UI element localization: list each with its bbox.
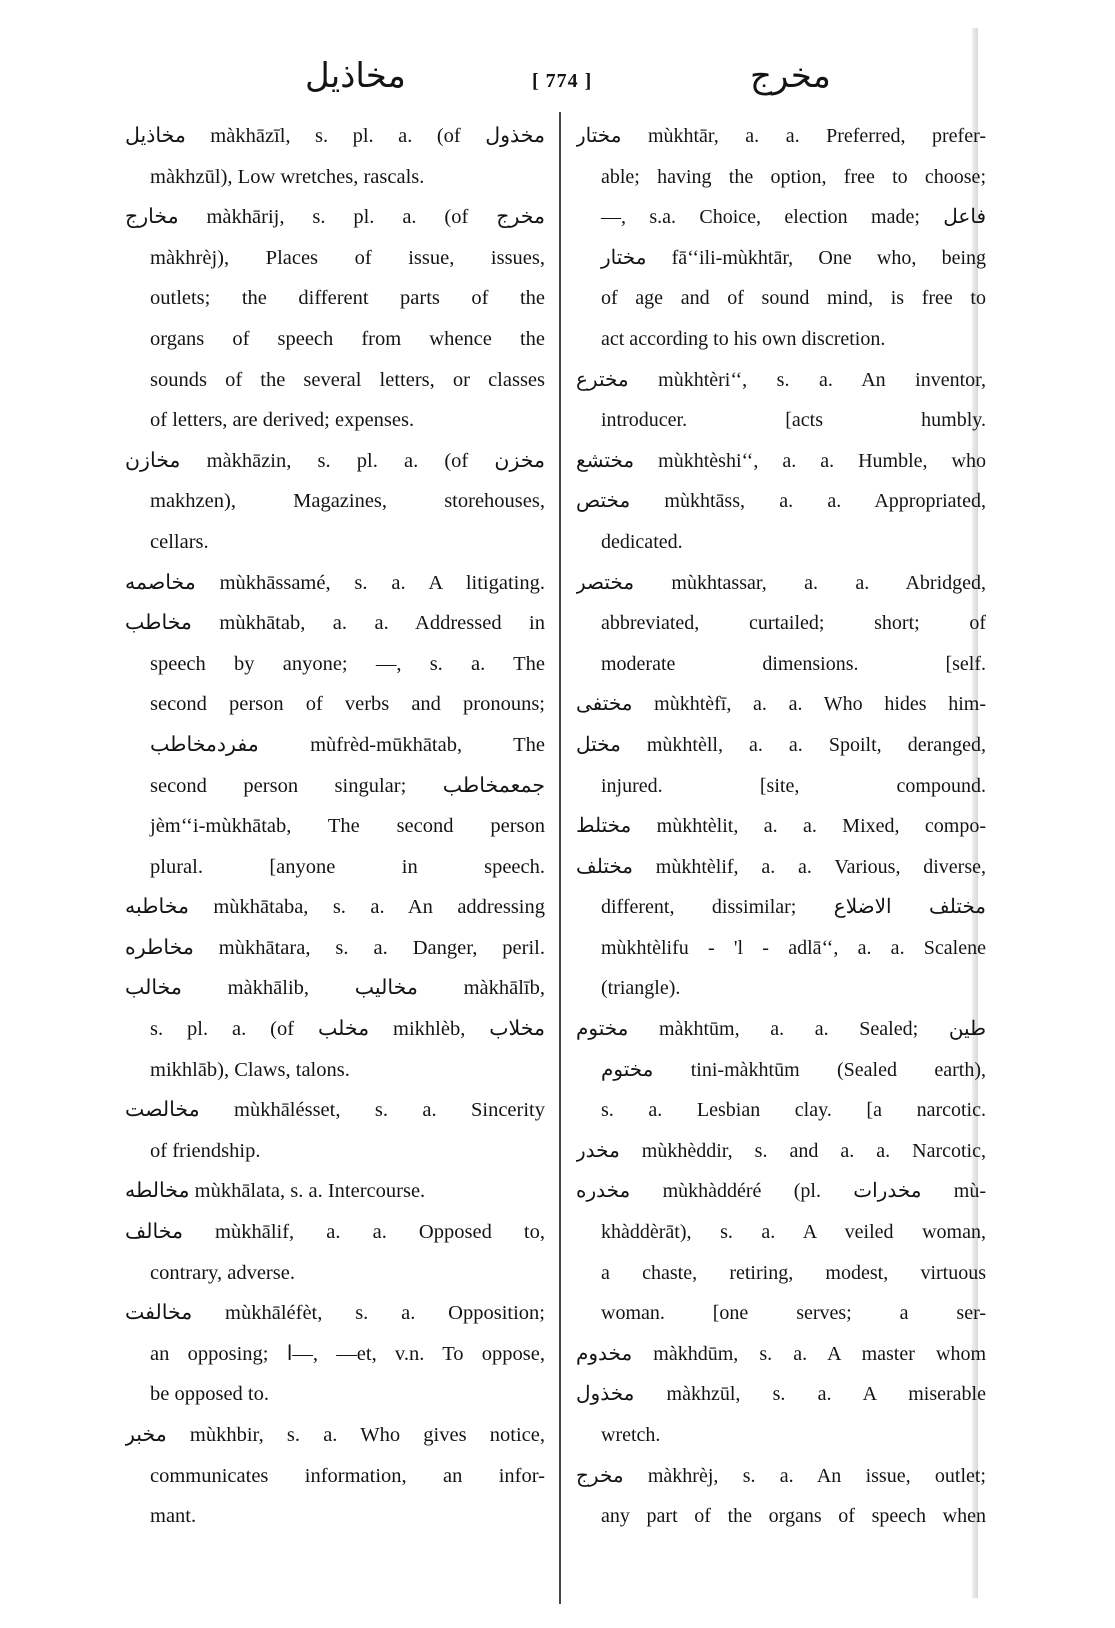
right-column-line: moderate dimensions. [self.: [601, 652, 986, 675]
left-column-line: مخبر mùkhbir, s. a. Who gives notice,: [125, 1424, 545, 1446]
left-running-headword: مخاذیل: [305, 56, 406, 96]
left-column-line: communicates information, an infor-: [150, 1464, 545, 1487]
right-column-line: مختصر mùkhtassar, a. a. Abridged,: [576, 571, 986, 594]
left-column-line: second person singular; جمعمخاطب: [150, 774, 545, 797]
left-column-line: outlets; the different parts of the: [150, 287, 545, 310]
right-column-line: مختوم màkhtūm, a. a. Sealed; طین: [576, 1018, 986, 1041]
right-column-line: (triangle).: [601, 977, 681, 1000]
right-column-line: dedicated.: [601, 530, 683, 553]
left-column-line: مفردمخاطب mùfrèd-mūkhātab, The: [150, 733, 545, 756]
right-column-line: introducer. [acts humbly.: [601, 409, 986, 432]
left-column-line: s. pl. a. (of مخلب mikhlèb, مخلاب: [150, 1018, 545, 1041]
right-column-line: مخدوم màkhdūm, s. a. A master whom: [576, 1342, 986, 1365]
right-column-line: مختوم tini-màkhtūm (Sealed earth),: [601, 1058, 986, 1081]
right-column-line: مختار fā‘‘ili-mùkhtār, One who, being: [601, 246, 986, 269]
left-column-line: màkhrèj), Places of issue, issues,: [150, 246, 545, 269]
left-column-line: مخالطه mùkhālata, s. a. Intercourse.: [125, 1180, 426, 1203]
right-column-line: مخدر mùkhèddir, s. and a. a. Narcotic,: [576, 1139, 986, 1162]
left-column-line: cellars.: [150, 530, 209, 553]
left-column: [125, 116, 545, 1606]
left-column-line: makhzen), Magazines, storehouses,: [150, 490, 545, 513]
right-column-line: act according to his own discretion.: [601, 327, 886, 350]
left-column-line: مخارج màkhārij, s. pl. a. (of مخرج: [125, 206, 545, 229]
left-column-line: مخاطره mùkhātara, s. a. Danger, peril.: [125, 936, 545, 959]
page-number: [ 774 ]: [532, 70, 593, 92]
left-column-line: speech by anyone; —, s. a. The: [150, 652, 545, 675]
right-column-line: of age and of sound mind, is free to: [601, 287, 986, 310]
column-divider: [559, 112, 561, 1604]
right-column: [576, 116, 986, 1606]
right-column-line: abbreviated, curtailed; short; of: [601, 612, 986, 635]
left-column-line: of friendship.: [150, 1139, 261, 1162]
left-column-line: مخاذیل màkhāzīl, s. pl. a. (of مخذول: [125, 125, 545, 147]
right-column-line: مختلط mùkhtèlit, a. a. Mixed, compo-: [576, 815, 986, 838]
left-column-line: second person of verbs and pronouns;: [150, 693, 545, 716]
right-column-line: any part of the organs of speech when: [601, 1505, 986, 1528]
left-column-line: مخالب màkhālib, مخالیب màkhālīb,: [125, 977, 545, 1000]
right-running-headword: مخرج: [750, 56, 831, 96]
right-column-line: mùkhtèlifu - 'l - adlā‘‘, a. a. Scalene: [601, 936, 986, 959]
right-column-line: مختفی mùkhtèfī, a. a. Who hides him-: [576, 693, 986, 716]
right-column-line: مخترع mùkhtèri‘‘, s. a. An inventor,: [576, 368, 986, 391]
left-column-line: an opposing; ا—, —et, v.n. To oppose,: [150, 1342, 545, 1365]
left-column-line: مخاطبه mùkhātaba, s. a. An addressing: [125, 896, 545, 919]
right-column-line: مختص mùkhtāss, a. a. Appropriated,: [576, 490, 986, 513]
left-column-line: mant.: [150, 1505, 197, 1528]
right-column-line: مختشع mùkhtèshi‘‘, a. a. Humble, who: [576, 449, 986, 472]
right-column-line: woman. [one serves; a ser-: [601, 1302, 986, 1325]
left-column-line: مخالف mùkhālif, a. a. Opposed to,: [125, 1221, 545, 1244]
left-column-line: be opposed to.: [150, 1383, 269, 1406]
right-column-line: injured. [site, compound.: [601, 774, 986, 797]
right-column-line: khàddèrāt), s. a. A veiled woman,: [601, 1221, 986, 1244]
left-column-line: mikhlāb), Claws, talons.: [150, 1058, 350, 1081]
left-column-line: organs of speech from whence the: [150, 327, 545, 350]
left-column-line: مخالصت mùkhālésset, s. a. Sincerity: [125, 1099, 545, 1122]
right-column-line: مخرج màkhrèj, s. a. An issue, outlet;: [576, 1464, 986, 1487]
left-column-line: of letters, are derived; expenses.: [150, 409, 415, 432]
left-column-line: màkhzūl), Low wretches, rascals.: [150, 165, 425, 188]
right-column-line: able; having the option, free to choose;: [601, 165, 986, 188]
left-column-line: jèm‘‘i-mùkhātab, The second person: [150, 815, 545, 838]
right-column-line: a chaste, retiring, modest, virtuous: [601, 1261, 986, 1284]
right-column-line: مخدره mùkhàddéré (pl. مخدرات mù-: [576, 1180, 986, 1203]
left-column-line: contrary, adverse.: [150, 1261, 295, 1284]
right-column-line: مختل mùkhtèll, a. a. Spoilt, deranged,: [576, 733, 986, 756]
right-column-line: —, s.a. Choice, election made; فاعل: [601, 206, 986, 229]
left-column-line: مخاصمه mùkhāssamé, s. a. A litigating.: [125, 571, 545, 594]
right-column-line: s. a. Lesbian clay. [a narcotic.: [601, 1099, 986, 1122]
left-column-line: مخاطب mùkhātab, a. a. Addressed in: [125, 612, 545, 635]
right-column-line: مخذول màkhzūl, s. a. A miserable: [576, 1383, 986, 1406]
right-column-line: wretch.: [601, 1424, 661, 1446]
right-column-line: مختلف mùkhtèlif, a. a. Various, diverse,: [576, 855, 986, 878]
left-column-line: مخالفت mùkhāléfèt, s. a. Opposition;: [125, 1302, 545, 1325]
dictionary-page: [110, 40, 986, 1610]
right-column-line: different, dissimilar; مختلف الاضلاع: [601, 896, 986, 919]
right-column-line: مختار mùkhtār, a. a. Preferred, prefer-: [576, 125, 986, 147]
page-header: [110, 54, 980, 104]
left-column-line: مخازن màkhāzin, s. pl. a. (of مخزن: [125, 449, 545, 472]
left-column-line: plural. [anyone in speech.: [150, 855, 545, 878]
left-column-line: sounds of the several letters, or classes: [150, 368, 545, 391]
